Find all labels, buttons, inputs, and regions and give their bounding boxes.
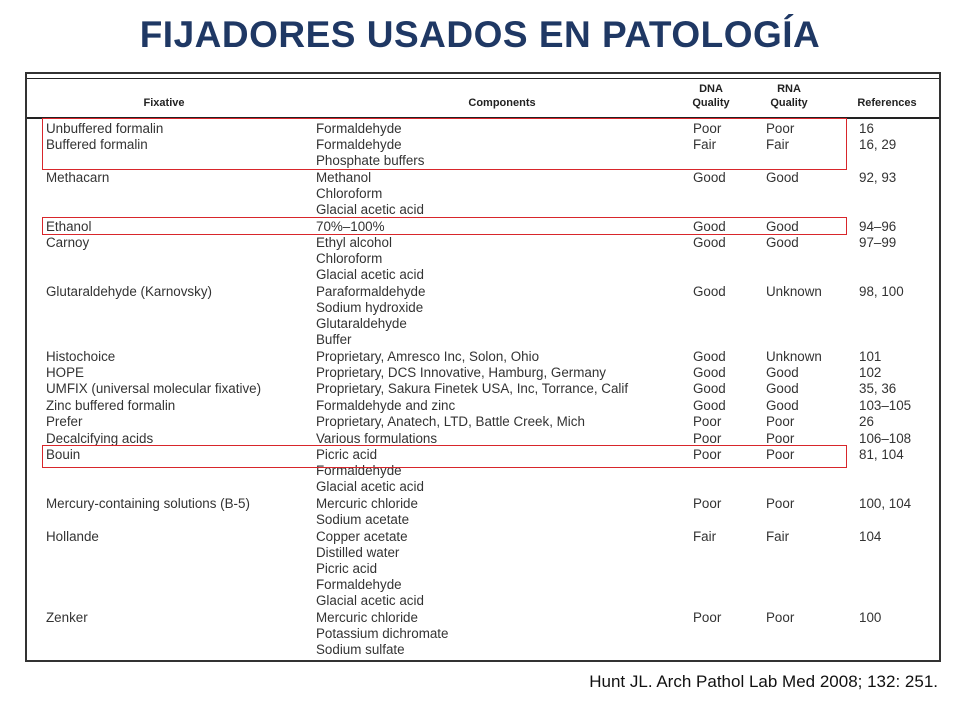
cell-component: Picric acid — [316, 447, 378, 462]
cell-component: Chloroform — [316, 251, 383, 266]
highlight-box-formalin — [42, 118, 847, 170]
cell-references: 81, 104 — [859, 447, 904, 462]
cell-component: Mercuric chloride — [316, 496, 418, 511]
cell-dna-quality: Fair — [693, 529, 717, 544]
cell-fixative: Zinc buffered formalin — [46, 398, 176, 413]
cell-component: Phosphate buffers — [316, 153, 425, 168]
cell-fixative: Buffered formalin — [46, 137, 148, 152]
cell-component: Glutaraldehyde — [316, 316, 407, 331]
cell-fixative: HOPE — [46, 365, 84, 380]
header-dna-quality — [681, 82, 741, 110]
cell-fixative: Unbuffered formalin — [46, 121, 164, 136]
cell-references: 98, 100 — [859, 284, 904, 299]
header-references: References — [857, 97, 917, 109]
cell-rna-quality: Good — [766, 170, 799, 185]
cell-component: 70%–100% — [316, 219, 385, 234]
cell-rna-quality: Poor — [766, 121, 795, 136]
cell-rna-quality: Poor — [766, 496, 795, 511]
cell-component: Sodium hydroxide — [316, 300, 424, 315]
cell-component: Distilled water — [316, 545, 400, 560]
cell-rna-quality: Good — [766, 235, 799, 250]
cell-component: Picric acid — [316, 561, 378, 576]
cell-dna-quality: Good — [693, 235, 726, 250]
cell-fixative: Ethanol — [46, 219, 92, 234]
cell-dna-quality: Poor — [693, 610, 722, 625]
cell-references: 104 — [859, 529, 882, 544]
cell-fixative: Histochoice — [46, 349, 116, 364]
cell-rna-quality: Poor — [766, 431, 795, 446]
cell-component: Proprietary, DCS Innovative, Hamburg, Germany — [316, 365, 606, 380]
cell-component: Copper acetate — [316, 529, 408, 544]
cell-dna-quality: Good — [693, 365, 726, 380]
cell-component: Paraformaldehyde — [316, 284, 426, 299]
cell-dna-quality: Poor — [693, 121, 722, 136]
cell-fixative: Carnoy — [46, 235, 90, 250]
cell-component: Chloroform — [316, 186, 383, 201]
cell-fixative: Decalcifying acids — [46, 431, 154, 446]
header-rna-line1: RNA — [777, 83, 801, 95]
header-dna-line1: DNA — [699, 83, 723, 95]
cell-references: 16, 29 — [859, 137, 897, 152]
cell-fixative: UMFIX (universal molecular fixative) — [46, 381, 262, 396]
cell-references: 103–105 — [859, 398, 912, 413]
cell-component: Formaldehyde — [316, 577, 402, 592]
cell-dna-quality: Poor — [693, 496, 722, 511]
cell-dna-quality: Poor — [693, 447, 722, 462]
cell-references: 97–99 — [859, 235, 897, 250]
cell-component: Proprietary, Amresco Inc, Solon, Ohio — [316, 349, 540, 364]
cell-fixative: Glutaraldehyde (Karnovsky) — [46, 284, 212, 299]
cell-rna-quality: Good — [766, 365, 799, 380]
cell-references: 92, 93 — [859, 170, 897, 185]
cell-references: 106–108 — [859, 431, 912, 446]
cell-component: Glacial acetic acid — [316, 202, 424, 217]
header-fixative: Fixative — [143, 97, 185, 109]
cell-fixative: Mercury-containing solutions (B-5) — [46, 496, 250, 511]
cell-dna-quality: Good — [693, 349, 726, 364]
header-rna-line2: Quality — [770, 97, 808, 109]
fixatives-table — [25, 72, 941, 662]
cell-dna-quality: Poor — [693, 431, 722, 446]
cell-component: Sodium acetate — [316, 512, 410, 527]
cell-references: 26 — [859, 414, 874, 429]
cell-rna-quality: Good — [766, 398, 799, 413]
cell-component: Buffer — [316, 332, 352, 347]
highlight-box-bouin — [42, 445, 847, 468]
cell-component: Glacial acetic acid — [316, 267, 424, 282]
cell-rna-quality: Fair — [766, 137, 790, 152]
cell-references: 102 — [859, 365, 882, 380]
header-dna-line2: Quality — [692, 97, 730, 109]
cell-component: Mercuric chloride — [316, 610, 418, 625]
cell-dna-quality: Fair — [693, 137, 717, 152]
cell-references: 101 — [859, 349, 882, 364]
cell-rna-quality: Unknown — [766, 349, 822, 364]
table-top-rule — [27, 78, 939, 79]
cell-references: 100 — [859, 610, 882, 625]
cell-component: Ethyl alcohol — [316, 235, 392, 250]
cell-dna-quality: Poor — [693, 414, 722, 429]
cell-component: Potassium dichromate — [316, 626, 449, 641]
cell-references: 100, 104 — [859, 496, 912, 511]
cell-component: Glacial acetic acid — [316, 593, 424, 608]
cell-references: 35, 36 — [859, 381, 897, 396]
cell-dna-quality: Good — [693, 284, 726, 299]
cell-dna-quality: Good — [693, 381, 726, 396]
highlight-box-ethanol — [42, 217, 847, 235]
cell-rna-quality: Unknown — [766, 284, 822, 299]
cell-rna-quality: Fair — [766, 529, 790, 544]
header-components: Components — [468, 97, 536, 109]
cell-references: 94–96 — [859, 219, 897, 234]
cell-dna-quality: Good — [693, 398, 726, 413]
citation: Hunt JL. Arch Pathol Lab Med 2008; 132: 251. — [589, 672, 938, 691]
cell-component: Methanol — [316, 170, 372, 185]
cell-rna-quality: Poor — [766, 610, 795, 625]
cell-fixative: Zenker — [46, 610, 88, 625]
cell-rna-quality: Poor — [766, 414, 795, 429]
cell-component: Formaldehyde — [316, 463, 402, 478]
cell-component: Glacial acetic acid — [316, 479, 424, 494]
cell-references: 16 — [859, 121, 874, 136]
cell-rna-quality: Poor — [766, 447, 795, 462]
cell-dna-quality: Good — [693, 219, 726, 234]
cell-component: Formaldehyde — [316, 121, 402, 136]
cell-rna-quality: Good — [766, 219, 799, 234]
cell-component: Proprietary, Sakura Finetek USA, Inc, Torrance, Calif — [316, 381, 629, 396]
header-rna-quality — [759, 82, 819, 110]
slide-title: FIJADORES USADOS EN PATOLOGÍA — [139, 14, 821, 55]
cell-fixative: Bouin — [46, 447, 81, 462]
cell-component: Proprietary, Anatech, LTD, Battle Creek, Mich — [316, 414, 585, 429]
cell-dna-quality: Good — [693, 170, 726, 185]
cell-rna-quality: Good — [766, 381, 799, 396]
cell-fixative: Prefer — [46, 414, 83, 429]
cell-component: Formaldehyde and zinc — [316, 398, 456, 413]
cell-component: Various formulations — [316, 431, 438, 446]
cell-component: Sodium sulfate — [316, 642, 405, 657]
cell-component: Formaldehyde — [316, 137, 402, 152]
cell-fixative: Hollande — [46, 529, 99, 544]
cell-fixative: Methacarn — [46, 170, 110, 185]
